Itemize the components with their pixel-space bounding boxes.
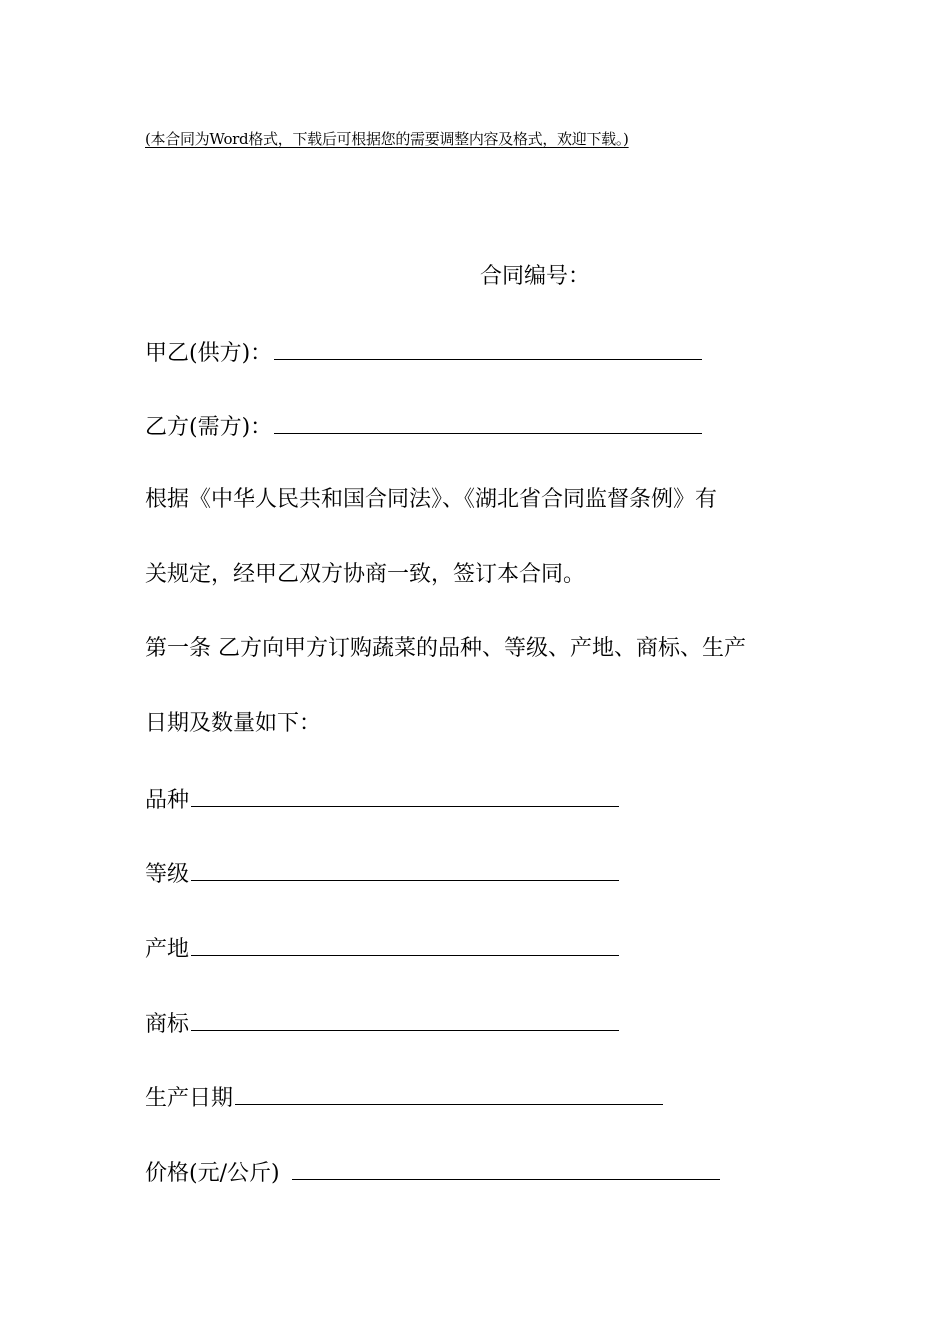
price-blank[interactable] xyxy=(292,1157,720,1180)
price-row xyxy=(145,1157,720,1189)
party-a-blank[interactable] xyxy=(274,337,702,360)
variety-label: 品种 xyxy=(145,788,190,813)
origin-blank[interactable] xyxy=(191,933,619,956)
origin-label: 产地 xyxy=(145,937,190,962)
trademark-row xyxy=(145,1008,619,1040)
production-date-label: 生产日期 xyxy=(145,1086,234,1111)
grade-label: 等级 xyxy=(145,862,190,887)
preamble-line-1: 根据《中华人民共和国合同法》、《湖北省合同监督条例》有 xyxy=(145,487,718,512)
party-b-row xyxy=(145,411,702,443)
party-b-blank[interactable] xyxy=(274,411,702,434)
production-date-row xyxy=(145,1082,663,1114)
contract-number-label: 合同编号： xyxy=(480,264,591,289)
price-label: 价格(元/公斤) xyxy=(145,1161,280,1186)
preamble-line-2: 关规定，经甲乙双方协商一致，签订本合同。 xyxy=(145,562,586,587)
origin-row xyxy=(145,933,619,965)
grade-blank[interactable] xyxy=(191,858,619,881)
party-a-label: 甲乙(供方)： xyxy=(145,341,273,366)
trademark-blank[interactable] xyxy=(191,1008,619,1031)
article-1-line-1: 第一条 乙方向甲方订购蔬菜的品种、等级、产地、商标、生产 xyxy=(145,636,746,661)
trademark-label: 商标 xyxy=(145,1012,190,1037)
variety-blank[interactable] xyxy=(191,784,619,807)
download-note: (本合同为Word格式，下载后可根据您的需要调整内容及格式，欢迎下载。) xyxy=(145,130,629,148)
article-1-line-2: 日期及数量如下： xyxy=(145,711,322,736)
party-b-label: 乙方(需方)： xyxy=(145,415,273,440)
grade-row xyxy=(145,858,619,890)
party-a-row xyxy=(145,337,702,369)
variety-row xyxy=(145,784,619,816)
production-date-blank[interactable] xyxy=(235,1082,663,1105)
